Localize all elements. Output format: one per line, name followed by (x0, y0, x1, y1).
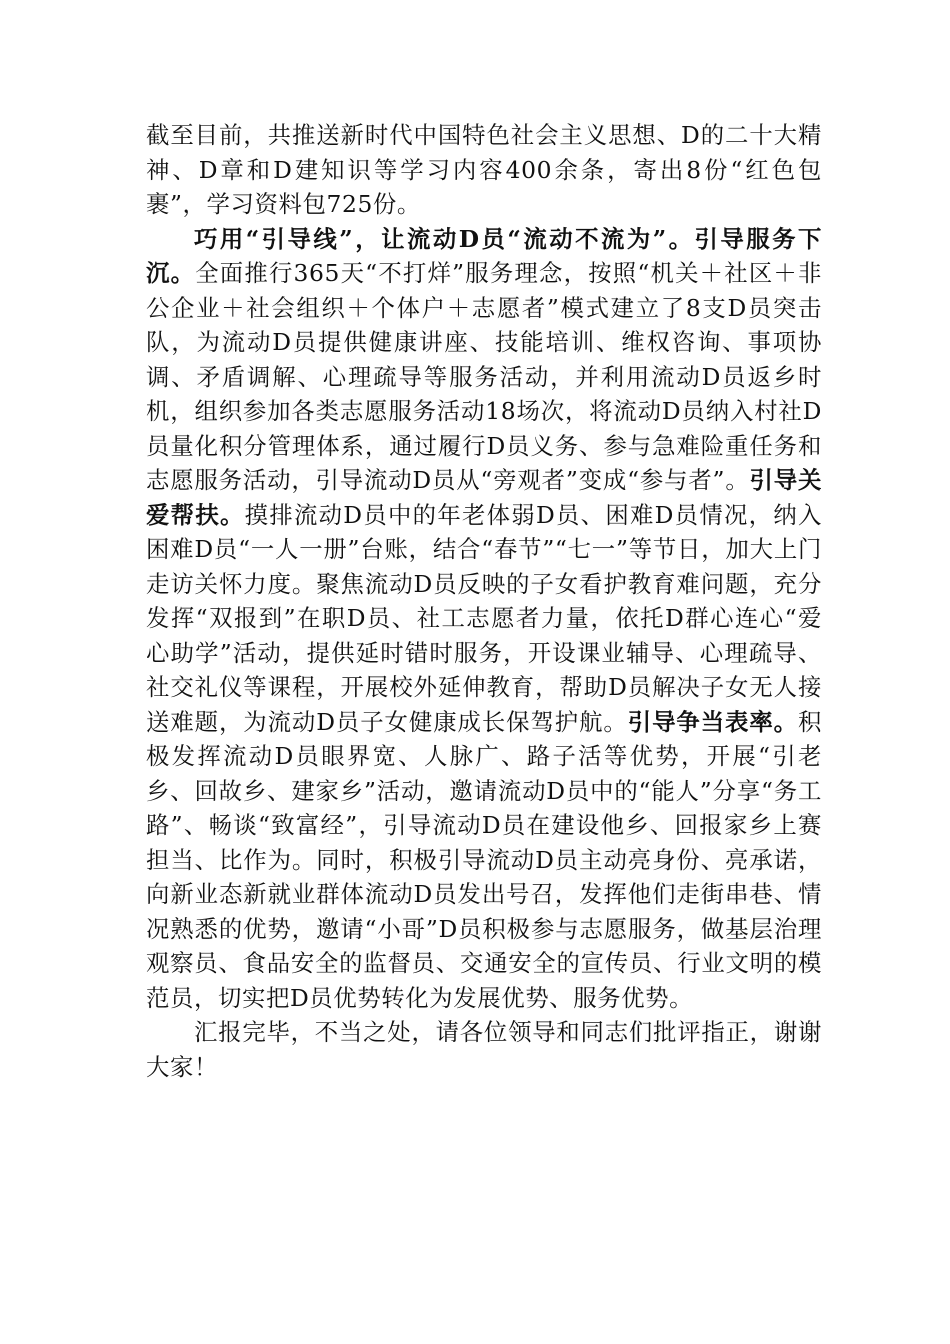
paragraph-closing (146, 1015, 822, 1084)
summary-text: 截至目前，共推送新时代中国特色社会主义思想、D的二十大精神、D章和D建知识等学习内容400余条，寄出8份“红色包裹”，学习资料包725份。 (146, 121, 822, 218)
document-body (146, 118, 822, 1084)
paragraph-guidance (146, 222, 822, 1016)
subsection-text-example: 积极发挥流动D员眼界宽、人脉广、路子活等优势，开展“引老乡、回故乡、建家乡”活动，邀请流动D员中的“能人”分享“务工路”、畅谈“致富经”，引导流动D员在建设他乡、回报家乡上赛担当、比作为。同时，积极引导流动D员主动亮身份、亮承诺，向新业态新就业群体流动D员发出号召，发挥他们走街串巷、情况熟悉的优势，邀请“小哥”D员积极参与志愿服务，做基层治理观察员、食品安全的监督员、交通安全的宣传员、行业文明的模范员，切实把D员优势转化为发展优势、服务优势。 (146, 707, 822, 1012)
subsection-text-care: 摸排流动D员中的年老体弱D员、困难D员情况，纳入困难D员“一人一册”台账，结合“春节”“七一”等节日，加大上门走访关怀力度。聚焦流动D员反映的子女看护教育难问题，充分发挥“双报到”在职D员、社工志愿者力量，依托D群心连心“爱心助学”活动，提供延时错时服务，开设课业辅导、心理疏导、社交礼仪等课程，开展校外延伸教育，帮助D员解决子女无人接送难题，为流动D员子女健康成长保驾护航。 (146, 500, 822, 736)
subsection-text-service: 全面推行365天“不打烊”服务理念，按照“机关＋社区＋非公企业＋社会组织＋个体户＋志愿者”模式建立了8支D员突击队，为流动D员提供健康讲座、技能培训、维权咨询、事项协调、矛盾调解、心理疏导等服务活动，并利用流动D员返乡时机，组织参加各类志愿服务活动18场次，将流动D员纳入村社D员量化积分管理体系，通过履行D员义务、参与急难险重任务和志愿服务活动，引导流动D员从“旁观者”变成“参与者”。 (146, 259, 823, 494)
subsection-title-care: 引导关爱帮扶。 (146, 466, 822, 529)
paragraph-summary (146, 118, 822, 222)
section-heading: 巧用“引导线”，让流动D员“流动不流为”。 (194, 224, 695, 253)
closing-text: 汇报完毕，不当之处，请各位领导和同志们批评指正，谢谢大家！ (146, 1018, 822, 1081)
subsection-title-example: 引导争当表率。 (627, 707, 798, 736)
subsection-title-service: 引导服务下沉。 (146, 224, 823, 287)
